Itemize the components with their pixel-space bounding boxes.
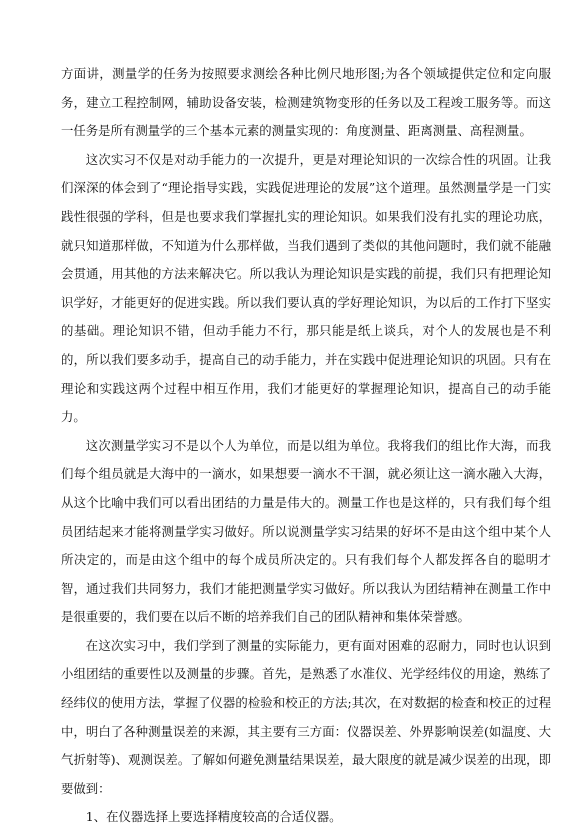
paragraph-task-overview: 方面讲，测量学的任务为按照要求测绘各种比例尺地形图;为各个领域提供定位和定向服务，建立工程控制网，辅助设备安装，检测建筑物变形的任务以及工程竣工服务等。而这一任务是所有测量学的三个基本元素的测量实现的：角度测量、距离测量、高程测量。 [61,66,551,139]
paragraph-theory-practice: 这次实习不仅是对动手能力的一次提升，更是对理论知识的一次综合性的巩固。让我们深深的体会到了“理论指导实践，实践促进理论的发展”这个道理。虽然测量学是一门实践性很强的学科，但是也要求我们掌握扎实的理论知识。如果我们没有扎实的理论功底，就只知道那样做，不知道为什么那样做，当我们遇到了类似的其他问题时，我们就不能融会贯通，用其他的方法来解决它。所以我认为理论知识是实践的前提，我们只有把理论知识学好，才能更好的促进实践。所以我们要认真的学好理论知识，为以后的工作打下坚实的基础。理论知识不错，但动手能力不行，那只能是纸上谈兵，对个人的发展也是不利的，所以我们要多动手，提高自己的动手能力，并在实践中促进理论知识的巩固。只有在理论和实践这两个过程中相互作用，我们才能更好的掌握理论知识，提高自己的动手能力。 [61,151,551,425]
paragraph-list-item-1: 1、在仪器选择上要选择精度较高的合适仪器。 [85,809,342,825]
paragraph-learned-skills: 在这次实习中，我们学到了测量的实际能力，更有面对困难的忍耐力，同时也认识到小组团结的重要性以及测量的步骤。首先，是熟悉了水准仪、光学经纬仪的用途，熟练了经纬仪的使用方法，掌握了仪器的检验和校正的方法;其次，在对数据的检查和校正的过程中，明白了各种测量误差的来源，其主要有三方面：仪器误差、外界影响误差(如温度、大气折射等)、观测误差。了解如何避免测量结果误差，最大限度的就是减少误差的出现，即要做到： [61,637,551,796]
paragraph-teamwork: 这次测量学实习不是以个人为单位，而是以组为单位。我将我们的组比作大海，而我们每个组员就是大海中的一滴水，如果想要一滴水不干涸，就必须让这一滴水融入大海，从这个比喻中我们可以看出团结的力量是伟大的。测量工作也是这样的，只有我们每个组员团结起来才能将测量学实习做好。所以说测量学实习结果的好坏不是由这个组中某个人所决定的，而是由这个组中的每个成员所决定的。只有我们每个人都发挥各自的聪明才智，通过我们共同努力，我们才能把测量学实习做好。所以我认为团结精神在测量工作中是很重要的，我们要在以后不断的培养我们自己的团队精神和集体荣誉感。 [61,437,551,625]
document-body [61,60,551,832]
